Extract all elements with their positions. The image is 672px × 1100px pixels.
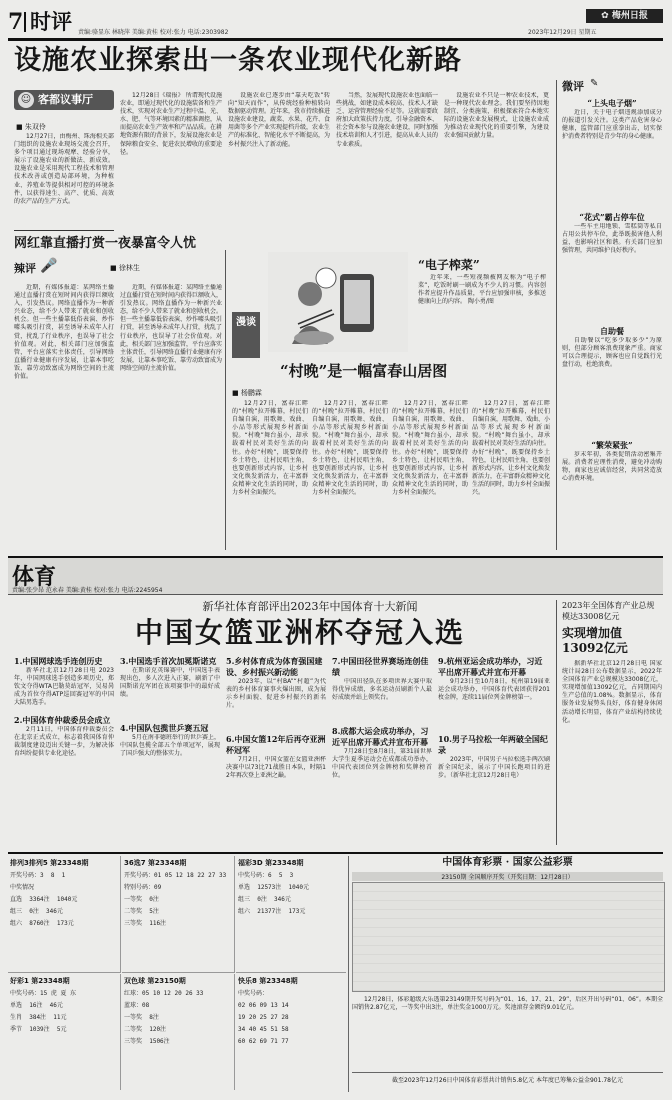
ranking-body-text: 近期，有媒体报道：某网络主播通过直播打赏在短时间内获得巨额收入，引发热议。网络直播作为一种新兴业态，给不少人带来了就业和创收机会。但一些主播靠低俗表演、炒作噱头吸引打赏，甚至诱导未成年人打赏，扰乱了行业秩序，也误导了社会价值观。对此，相关部门应加强监管，平台应落实主体责任，引导网络直播行业健康有序发展，让靠本事吃饭、靠劳动致富成为网络空间的主流价值。 (14, 284, 114, 381)
news-body-text: 中国田径队在多项世界大赛中取得优异成绩，多名运动员刷新个人最好成绩并站上领奖台。 (332, 678, 432, 702)
lottery-grid-row: 单选 12573注 1040元 (238, 884, 309, 891)
news-body-text: 7月28日至8月8日，第31届世界大学生夏季运动会在成都成功举办，中国代表团位列金牌榜和奖牌榜首位。 (332, 748, 432, 780)
lottery-grid-row: 三等奖 116注 (124, 920, 167, 927)
lead-body-col4 (336, 92, 438, 242)
sports-news-col-3 (226, 656, 326, 846)
news-title: 4.中国队包揽世乒赛五冠 (120, 723, 209, 733)
ranking-tag-box (14, 258, 74, 280)
weiping-item-title: “繁荣紧张” (591, 440, 633, 450)
column-divider (225, 250, 226, 550)
weiping-item (562, 326, 662, 436)
lottery-grid-row: 02 06 09 13 14 (238, 1002, 289, 1009)
weiping-item-body-text: 岁末年初，各类促销活动密集开展。消费者应理性消费，避免冲动购物，商家也应诚信经营，共同营造放心消费环境。 (562, 451, 662, 483)
weiping-sidebar (562, 78, 662, 550)
lottery-grid-row: 二等奖 120注 (124, 1026, 167, 1033)
ranking-tag: 辣评 (14, 262, 36, 275)
pen-icon: ✎ (590, 78, 599, 89)
masthead-text: 梅州日报 (611, 11, 648, 21)
weiping-tag: 微评 (562, 80, 584, 93)
lottery-grid-row: 三等奖 1506注 (124, 1038, 170, 1045)
cartoon-phone-screen (344, 280, 370, 324)
lead-body-col3 (228, 92, 330, 242)
issue-date: 2023年12月29日 星期五 (528, 29, 597, 36)
news-body (226, 756, 326, 812)
lottery-grid (8, 974, 121, 1090)
sports-side-body-text: 据新华社北京12月28日电 国家统计局28日公布数据显示，2022年全国体育产业总规模达33008亿元，实现增加值13092亿元，占同期国内生产总值的1.08%。数据显示，体育服务业发展势头良好，体育健身休闲活动增长明显，体育产业结构持续优化。 (562, 660, 662, 724)
lottery-grid-area (8, 856, 349, 1092)
lottery-grid-row: 60 62 69 71 77 (238, 1038, 289, 1045)
cartoon-illustration (268, 252, 408, 352)
village-body-col3-text: 12月27日，富春江畔的“村晚”拉开帷幕，村民们自编自演，用歌舞、戏曲、小品等形式展现乡村新面貌。“村晚”舞台虽小，却承载着村民对美好生活的向往。办好“村晚”，既要保持乡土特色，让村民唱主角，也要创新形式内容，让乡村文化焕发新活力，在丰富群众精神文化生活的同时，助力乡村全面振兴。 (392, 400, 468, 497)
news-title: 1.中国网球选手连创历史 (14, 656, 103, 666)
byline (16, 122, 46, 132)
weiping-item (562, 212, 662, 322)
news-body (120, 667, 220, 723)
village-body-col3 (392, 400, 468, 550)
lottery-grid-row: 季节 1039注 5元 (10, 1026, 67, 1033)
ranking-body-col2 (120, 284, 222, 550)
lead-body-col3-text: 设施农业已逐步由“靠天吃饭”转向“知天而作”，从传统经验种植转向数据驱动管理。近年来，我市持续推进设施农业建设，蔬菜、水果、花卉、食用菌等多个产业实现提档升级，农业生产的标准化、智能化水平不断提高，为乡村振兴注入了新动能。 (228, 92, 330, 148)
byline-marker-icon: ■ (16, 123, 23, 131)
ranking-body-col2-text: 近期，有媒体报道：某网络主播通过直播打赏在短时间内获得巨额收入，引发热议。网络直播作为一种新兴业态，给不少人带来了就业和创收机会。但一些主播靠低俗表演、炒作噱头吸引打赏，甚至诱导未成年人打赏，扰乱了行业秩序，也误导了社会价值观。对此，相关部门应加强监管，平台应落实主体责任，引导网络直播行业健康有序发展，让靠本事吃饭、靠劳动致富成为网络空间的主流价值。 (120, 284, 222, 372)
lottery-grid-row: 组三 0注 346元 (10, 908, 63, 915)
cartoon-area (232, 250, 550, 355)
sports-editor-credits: 责编:张少昂 范永春 美编:黄桂 校对:张力 电话:2245954 (12, 587, 163, 594)
lottery-grid-title: 好彩1 第23348期 (10, 977, 70, 985)
sports-side-title-2: 实现增加值13092亿元 (562, 626, 628, 655)
weiping-item-body-text: 近日，关于电子烟违规添加成分的报道引发关注。这类产品危害身心健康，监管部门应重拳出击，切实保护消费者特别是青少年的身心健康。 (562, 109, 662, 141)
cartoon-caption-text: 近年来，一些短视频被网友称为“电子榨菜”，吃饭时刷一刷成为不少人的习惯。内容创作者应提升作品质量，平台应加强审核，多推送健康向上的内容。 陶小勇/图 (418, 274, 546, 306)
ranking-byline (110, 263, 140, 273)
mantan-tag-text: 漫谈 (236, 317, 256, 328)
lottery-grid (236, 974, 346, 1090)
lottery-grid (236, 856, 346, 973)
page-header (8, 8, 663, 41)
lottery-grid-row: 开奖号码：3 8 1 (10, 872, 66, 879)
cartoon-steam (316, 268, 336, 288)
village-body-col2 (312, 400, 388, 550)
lottery-title: 中国体育彩票 · 国家公益彩票 (442, 857, 573, 868)
lottery-grid-row: 一等奖 0注 (124, 896, 159, 903)
lottery-grid-title: 快乐8 第23348期 (238, 977, 298, 985)
weiping-item-body (562, 109, 662, 205)
news-body (14, 726, 114, 782)
column-name: 客都议事厅 (38, 93, 93, 106)
sports-headline: 中国女篮亚洲杯夺冠入选 (134, 616, 465, 649)
sports-section-title: 体育 (12, 564, 57, 590)
lead-divider (14, 230, 114, 231)
weiping-item-body-text: 自助餐以“吃多少取多少”为原则，但部分顾客浪费现象严重。商家可以合理提示，顾客也应自觉践行光盘行动，杜绝浪费。 (562, 337, 662, 369)
weiping-header (562, 78, 662, 94)
speech-icon: ☺ (18, 92, 34, 108)
village-byline-marker-icon: ■ (232, 389, 239, 397)
cartoon-person-head (298, 282, 322, 306)
page-number-divider (24, 12, 26, 32)
lottery-grid (122, 856, 235, 973)
news-body-text: 2023年，中国男子马拉松选手两次刷新全国纪录，展示了中国长跑项目的进步。（新华社北京12月28日电） (438, 756, 550, 780)
village-byline (232, 388, 262, 398)
lead-body-col4-text: 当然，发展现代设施农业也面临一些挑战，如建设成本较高、技术人才缺乏、运营管理经验不足等。这就需要政府加大政策扶持力度，引导金融资本、社会资本参与设施农业建设，同时加强技术培训和人才引进，提高从业人员的专业素质。 (336, 92, 438, 148)
column-badge (14, 88, 114, 112)
microphone-icon: 🎤 (40, 258, 58, 274)
lottery-grid-row: 直选 3364注 1040元 (10, 896, 78, 903)
lottery-grid-row: 中奖号码：15 虎 夏 东 (10, 990, 77, 997)
lead-body-col2-text: 12月28日《瑞报》 所谓现代设施农业，即通过现代化的设施装备和生产技术，实现对农业生产过程中温、光、水、肥、气等环境因素的精准调控，从而提高农业生产效率和产品品质。在耕地资源有限的背景下，发展设施农业是保障粮食安全、促进农民增收的重要途径。 (120, 92, 222, 156)
news-body (438, 678, 550, 734)
lottery-grid-row: 34 40 45 51 58 (238, 1026, 289, 1033)
lottery-top-rule (8, 852, 663, 854)
ranking-headline: 网红靠直播打赏一夜暴富令人忧 (14, 236, 197, 251)
village-author: 杨鹏霖 (240, 389, 262, 397)
news-body-text: 9月23日至10月8日，杭州第19届亚运会成功举办，中国体育代表团获得201枚金牌，连续11届位列金牌榜第一。 (438, 678, 550, 702)
lottery-results-table (352, 882, 665, 992)
lottery-grid (122, 974, 235, 1090)
ranking-byline-marker-icon: ■ (110, 264, 117, 272)
news-title: 3.中国选手首次加冕斯诺克 (120, 656, 217, 666)
masthead (586, 9, 663, 23)
lead-body-col2 (120, 92, 222, 242)
sports-side-body (562, 660, 662, 845)
mantan-tag (232, 312, 260, 358)
lead-paragraph-text: 12月27日，由梅州、珠海相关部门组织的设施农业现场交流会召开，多个项目通过现场观摩、经验分享，展示了设施农业的新做法、新成效。设施农业是采用现代工程技术和管理技术改善或创造局部环境，为种植业、养殖业等提供相对可控的环境条件，以获得速生、高产、优质、高效的农产品的生产方式。 (14, 133, 114, 205)
village-body-col1-text: 12月27日，富春江畔的“村晚”拉开帷幕，村民们自编自演，用歌舞、戏曲、小品等形式展现乡村新面貌。“村晚”舞台虽小，却承载着村民对美好生活的向往。办好“村晚”，既要保持乡土特色，让村民唱主角，也要创新形式内容，让乡村文化焕发新活力，在丰富群众精神文化生活的同时，助力乡村全面振兴。 (232, 400, 308, 497)
cartoon-title: “电子榨菜” (418, 258, 480, 272)
village-body-col1 (232, 400, 308, 550)
sports-side-title-1: 2023年全国体育产业总规模达33008亿元 (562, 601, 655, 621)
sports-news-col-1 (14, 656, 114, 846)
lottery-grid-title: 36选7 第23348期 (124, 859, 187, 867)
news-title: 8.成都大运会成功举办，习近平出席开幕式并宣布开幕 (332, 726, 429, 747)
weiping-item-title: “花式”霸占停车位 (579, 212, 645, 222)
village-body-col4 (472, 400, 550, 550)
news-body (332, 678, 432, 726)
news-body-text: 7月2日，中国女篮在女篮亚洲杯决赛中以73比71战胜日本队，时隔12年再次登上亚洲之巅。 (226, 756, 326, 780)
lottery-grid-row: 红球：05 10 12 20 26 33 (124, 990, 204, 997)
lottery-grid-row: 组六 21377注 173元 (238, 908, 306, 915)
lottery-announce: 23150期 全国顺序开奖（开奖日期：12月28日） (352, 872, 663, 881)
news-body (332, 748, 432, 804)
news-body-text: 新华社北京12月28日电 2023年，中国网球选手创造多项历史，郑钦文夺得WTA巴勒莫站冠军，吴易昺成为首位夺得ATP巡回赛冠军的中国大陆男选手。 (14, 667, 114, 707)
lottery-footer-body-text: 12月28日，体彩超级大乐透第23149期开奖号码为“01、16、17、21、29”，后区开出号码“01、06”。本期全国销售2.87亿元，一等奖中出3注，单注奖金1000万元。奖池滚存金额约9.01亿元。 (352, 996, 663, 1012)
news-body (438, 756, 550, 812)
sports-kicker: 新华社体育部评出2023年中国体育十大新闻 (202, 600, 418, 613)
lottery-grid-title: 排列3排列5 第23348期 (10, 859, 89, 867)
weiping-item (562, 440, 662, 548)
lottery-grid-title: 双色球 第23150期 (124, 977, 186, 985)
village-body-col4-text: 12月27日，富春江畔的“村晚”拉开帷幕，村民们自编自演，用歌舞、戏曲、小品等形式展现乡村新面貌。“村晚”舞台虽小，却承载着村民对美好生活的向往。办好“村晚”，既要保持乡土特色，让村民唱主角，也要创新形式内容，让乡村文化焕发新活力，在丰富群众精神文化生活的同时，助力乡村全面振兴。 (472, 400, 550, 497)
lottery-grid-row: 单选 16注 46元 (10, 1002, 63, 1009)
lottery-right-panel (352, 856, 663, 1092)
lottery-grid-row: 二等奖 5注 (124, 908, 159, 915)
news-body (120, 734, 220, 790)
weiping-item-body (562, 451, 662, 545)
weiping-item (562, 98, 662, 208)
village-body-col2-text: 12月27日，富春江畔的“村晚”拉开帷幕，村民们自编自演，用歌舞、戏曲、小品等形式展现乡村新面貌。“村晚”舞台虽小，却承载着村民对美好生活的向往。办好“村晚”，既要保持乡土特色，让村民唱主角，也要创新形式内容，让乡村文化焕发新活力，在丰富群众精神文化生活的同时，助力乡村全面振兴。 (312, 400, 388, 497)
cartoon-background (268, 252, 408, 352)
weiping-item-body-text: 一些车主用地锁、雪糕筒等私自占用公共停车位，此举既损害他人利益，也影响社区和谐。有关部门应加强管理，共同维护良好秩序。 (562, 223, 662, 255)
news-body-text: 在斯诺克英锦赛中，中国选手表现出色，多人次进入正赛，刷新了中国斯诺克军团在该项赛事中的最好成绩。 (120, 667, 220, 699)
lottery-footer-note: 截至2023年12月26日中国体育彩票共计销售5.8亿元 本年度已筹集公益金901.78亿元 (352, 1072, 663, 1084)
sports-news-col-2 (120, 656, 220, 846)
news-body (14, 667, 114, 715)
lottery-grid-row: 生肖 384注 11元 (10, 1014, 67, 1021)
news-title: 5.乡村体育成为体育强国建设、乡村振兴新动能 (226, 656, 323, 677)
lottery-grid-row: 组三 0注 346元 (238, 896, 291, 903)
weiping-item-body (562, 223, 662, 319)
sports-news-col-4 (332, 656, 432, 846)
cartoon-caption (418, 274, 546, 352)
lead-paragraph (14, 133, 114, 228)
sports-sidebar-divider (556, 600, 557, 845)
lottery-grid (8, 856, 121, 973)
cartoon-bowl (294, 331, 334, 345)
news-body-text: 2月11日，中国体育仲裁委员会在北京正式成立，标志着我国体育仲裁制度建设迈出关键一步，为解决体育纠纷提供专业化途径。 (14, 726, 114, 758)
weiping-item-title: 自助餐 (600, 326, 624, 336)
news-body (226, 678, 326, 734)
sports-news-col-5 (438, 656, 550, 846)
byline-author: 朱双伶 (24, 123, 46, 131)
sports-section-bar (8, 556, 663, 595)
masthead-logo-icon: ✿ (601, 11, 609, 21)
lottery-grid-row: 蓝球：08 (124, 1002, 150, 1009)
editor-credits: 责编:骆显东 林晓萍 美编:黄桂 校对:张力 电话:2303982 (78, 29, 229, 36)
lottery-grid-row: 组六 8760注 173元 (10, 920, 74, 927)
weiping-item-title: “上头电子烟” (587, 98, 637, 108)
news-title: 10.男子马拉松一年两破全国纪录 (438, 734, 548, 755)
news-title: 7.中国田径世界赛场连创佳绩 (332, 656, 429, 677)
ranking-author: 徐林生 (118, 264, 140, 272)
news-body-text: 2023年，以“村BA”“村超”为代表的乡村体育赛事火爆出圈，成为展示乡村面貌、促进乡村振兴的新名片。 (226, 678, 326, 710)
weiping-item-body (562, 337, 662, 433)
news-title: 2.中国体育仲裁委员会成立 (14, 715, 111, 725)
lottery-grid-row: 中奖号码： (238, 990, 269, 997)
ranking-body (14, 284, 114, 550)
lottery-grid-row: 中奖情况 (10, 884, 35, 891)
news-title: 6.中国女篮12年后再夺亚洲杯冠军 (226, 734, 326, 755)
lead-body-col5-text: 设施农业不只是一种农业技术，更是一种现代农业理念。我们要坚持因地制宜、分类施策，积极探索符合本地实际的设施农业发展模式，让设施农业成为推动农业现代化的重要引擎，为建设农业强国贡献力量。 (444, 92, 549, 140)
news-title: 9.杭州亚运会成功举办，习近平出席开幕式并宣布开幕 (438, 656, 543, 677)
lottery-grid-row: 中奖号码：6 5 3 (238, 872, 294, 879)
lottery-grid-title: 福彩3D 第23348期 (238, 859, 304, 867)
lottery-grid-row: 19 20 25 27 28 (238, 1014, 289, 1021)
news-body-text: 5月在南非德班举行的世乒赛上，中国队包揽全部五个单项冠军，展现了国乒强大的整体实力。 (120, 734, 220, 758)
village-headline: “村晚”是一幅富春山居图 (280, 362, 448, 380)
lead-body-col5 (444, 92, 549, 242)
sidebar-divider (556, 80, 557, 550)
lottery-grid-row: 开奖号码：01 05 12 18 22 27 33 (124, 872, 227, 879)
lottery-grid-row: 一等奖 8注 (124, 1014, 159, 1021)
section-title: 时评 (30, 9, 72, 34)
lead-headline: 设施农业探索出一条农业现代化新路 (14, 45, 462, 76)
lottery-footer-body (352, 996, 663, 1066)
lottery-grid-row: 特别号码：09 (124, 884, 162, 891)
page-number: 7 (8, 9, 24, 35)
